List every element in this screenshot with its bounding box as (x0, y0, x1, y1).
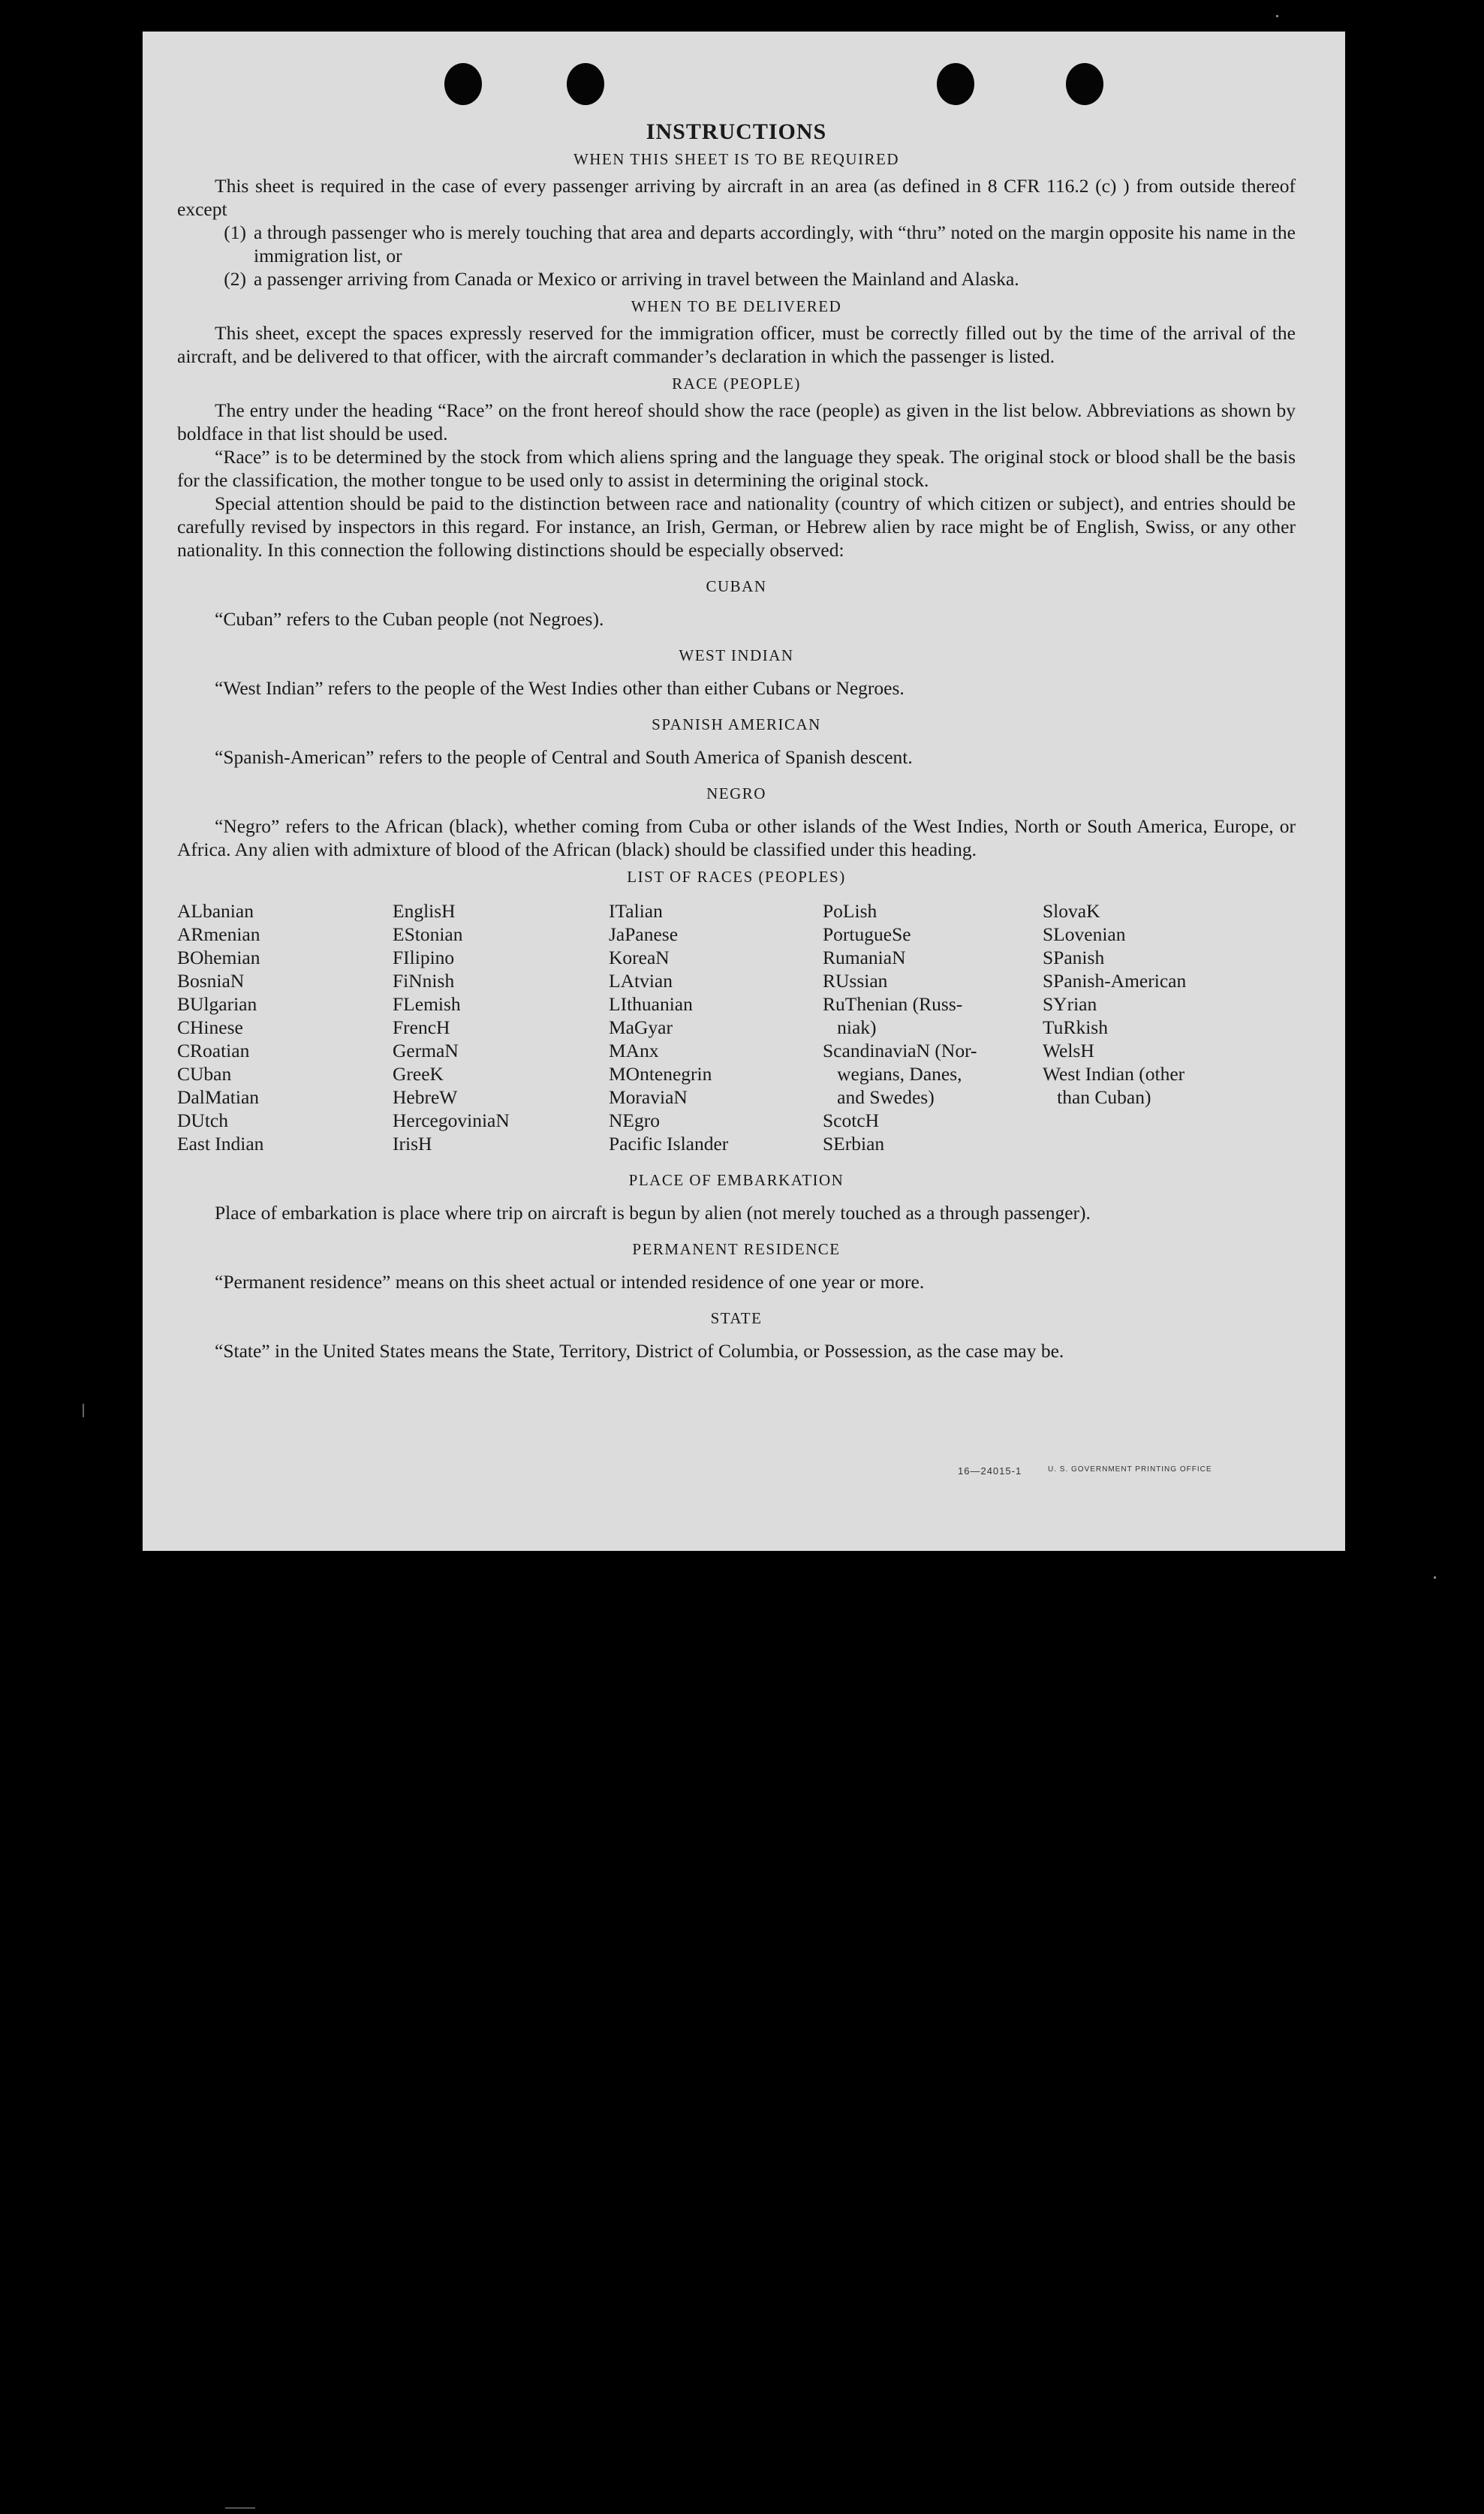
punch-hole (937, 63, 974, 105)
race-entry: RumaniaN (823, 947, 906, 968)
race-entry: BOhemian (177, 947, 260, 968)
races-list (177, 899, 1296, 1155)
west-indian-text: “West Indian” refers to the people of the West Indies other than either Cubans or Negroes. (215, 677, 905, 699)
section-heading-west-indian: WEST INDIAN (679, 646, 794, 664)
race-entry: ScotcH (823, 1109, 880, 1131)
cuban-text: “Cuban” refers to the Cuban people (not Negroes). (215, 608, 604, 630)
races-column (823, 899, 1043, 1155)
required-intro: This sheet is required in the case of every passenger arriving by aircraft in an area (as defined in 8 CFR 116.2 (c) ) from outside thereof except (177, 175, 1296, 220)
race-entry: MOntenegrin (609, 1063, 712, 1085)
punch-hole (567, 63, 604, 105)
scan-speck (83, 1404, 84, 1417)
negro-text: “Negro” refers to the African (black), whether coming from Cuba or other islands of the West Indies, North or South America, Europe, or Africa. Any alien with admixture of blood of the African (black) should be classified under this heading. (177, 815, 1296, 860)
race-entry: SlovaK (1043, 900, 1100, 922)
race-paragraph: “Race” is to be determined by the stock from which aliens spring and the language they speak. The original stock or blood shall be the basis for the classification, the mother tongue to be used only to assist in determining the original stock. (177, 446, 1296, 491)
item-text: a passenger arriving from Canada or Mexico or arriving in travel between the Mainland and Alaska. (254, 268, 1019, 290)
race-paragraph: Special attention should be paid to the distinction between race and nationality (country of which citizen or subject), and entries should be carefully revised by inspectors in this regard. For instance, an Irish, German, or Hebrew alien by race might be of English, Swiss, or any other nationality. In this connection the following distinctions should be especially observed: (177, 492, 1296, 561)
race-entry: MaGyar (609, 1016, 673, 1038)
race-entry: NEgro (609, 1109, 660, 1131)
race-entry: West Indian (other (1043, 1063, 1185, 1085)
race-entry: SLovenian (1043, 923, 1126, 945)
race-entry: IrisH (393, 1133, 432, 1155)
race-entry: PoLish (823, 900, 877, 922)
race-entry: CHinese (177, 1016, 243, 1038)
race-entry: RUssian (823, 970, 888, 992)
race-entry: CUban (177, 1063, 232, 1085)
race-entry: wegians, Danes, (823, 1063, 962, 1085)
embarkation-text: Place of embarkation is place where trip on aircraft is begun by alien (not merely touched as a through passenger). (215, 1202, 1091, 1224)
race-entry: ScandinaviaN (Nor- (823, 1040, 977, 1061)
state-text: “State” in the United States means the State, Territory, District of Columbia, or Possession, as the case may be. (215, 1340, 1064, 1362)
races-column (393, 899, 609, 1155)
list-item (177, 221, 1296, 267)
section-heading-list: LIST OF RACES (PEOPLES) (627, 868, 846, 886)
punch-hole (1066, 63, 1103, 105)
race-entry: TuRkish (1043, 1016, 1108, 1038)
race-entry: BosniaN (177, 970, 245, 992)
race-entry: ALbanian (177, 900, 254, 922)
scan-speck (1434, 1576, 1436, 1579)
document-sheet (143, 32, 1345, 1551)
race-entry: and Swedes) (823, 1086, 935, 1108)
race-entry: FIlipino (393, 947, 455, 968)
race-entry: GreeK (393, 1063, 444, 1085)
race-entry: MoraviaN (609, 1086, 688, 1108)
race-entry: RuThenian (Russ- (823, 993, 963, 1015)
race-entry: ARmenian (177, 923, 260, 945)
races-column (177, 899, 393, 1155)
printer-imprint: U. S. GOVERNMENT PRINTING OFFICE (1048, 1465, 1212, 1474)
race-entry: LAtvian (609, 970, 673, 992)
race-entry: EnglisH (393, 900, 456, 922)
punch-hole (444, 63, 482, 105)
race-entry: JaPanese (609, 923, 679, 945)
race-entry: SPanish-American (1043, 970, 1187, 992)
form-code: 16—24015-1 (958, 1465, 1022, 1477)
race-entry: HebreW (393, 1086, 458, 1108)
scan-speck (225, 2507, 255, 2509)
section-heading-state: STATE (710, 1309, 763, 1327)
race-entry: Pacific Islander (609, 1133, 729, 1155)
race-entry: PortugueSe (823, 923, 911, 945)
list-item (177, 267, 1296, 291)
section-heading-negro: NEGRO (706, 784, 766, 802)
document-body (177, 120, 1296, 1362)
race-entry: CRoatian (177, 1040, 250, 1061)
race-entry: ITalian (609, 900, 663, 922)
section-heading-required: WHEN THIS SHEET IS TO BE REQUIRED (573, 150, 900, 168)
residence-text: “Permanent residence” means on this sheet actual or intended residence of one year or more. (215, 1271, 925, 1293)
race-entry: MAnx (609, 1040, 659, 1061)
race-entry: EStonian (393, 923, 463, 945)
item-text: a through passenger who is merely touching that area and departs accordingly, with “thru” noted on the margin opposite his name in the immigration list, or (254, 221, 1296, 266)
race-entry: niak) (823, 1016, 877, 1038)
race-paragraph: The entry under the heading “Race” on the front hereof should show the race (people) as given in the list below. Abbreviations as shown by boldface in that list should be used. (177, 399, 1296, 444)
race-entry: DalMatian (177, 1086, 260, 1108)
section-heading-spanish-american: SPANISH AMERICAN (652, 715, 821, 733)
section-heading-cuban: CUBAN (706, 577, 767, 595)
race-entry: SPanish (1043, 947, 1105, 968)
section-heading-delivered: WHEN TO BE DELIVERED (631, 297, 842, 315)
item-number: (1) (224, 221, 246, 243)
page-title: INSTRUCTIONS (646, 119, 827, 144)
race-entry: BUlgarian (177, 993, 257, 1015)
race-entry: GermaN (393, 1040, 459, 1061)
race-entry: LIthuanian (609, 993, 693, 1015)
race-entry: HercegoviniaN (393, 1109, 510, 1131)
item-number: (2) (224, 268, 246, 290)
section-heading-race: RACE (PEOPLE) (672, 375, 801, 393)
race-entry: than Cuban) (1043, 1086, 1151, 1108)
race-entry: KoreaN (609, 947, 670, 968)
section-heading-residence: PERMANENT RESIDENCE (632, 1240, 841, 1258)
race-entry: FiNnish (393, 970, 455, 992)
race-entry: WelsH (1043, 1040, 1094, 1061)
delivered-text: This sheet, except the spaces expressly reserved for the immigration officer, must be correctly filled out by the time of the arrival of the aircraft, and be delivered to that officer, with the aircraft commander’s declaration in which the passenger is listed. (177, 322, 1296, 367)
race-entry: FLemish (393, 993, 461, 1015)
race-entry: East Indian (177, 1133, 264, 1155)
spanish-american-text: “Spanish-American” refers to the people of Central and South America of Spanish descent. (215, 746, 913, 768)
scan-speck (1276, 15, 1278, 17)
races-column (609, 899, 823, 1155)
race-entry: FrencH (393, 1016, 450, 1038)
race-entry: SErbian (823, 1133, 885, 1155)
race-entry: SYrian (1043, 993, 1097, 1015)
section-heading-embarkation: PLACE OF EMBARKATION (628, 1171, 844, 1189)
races-column (1043, 899, 1268, 1155)
race-entry: DUtch (177, 1109, 228, 1131)
